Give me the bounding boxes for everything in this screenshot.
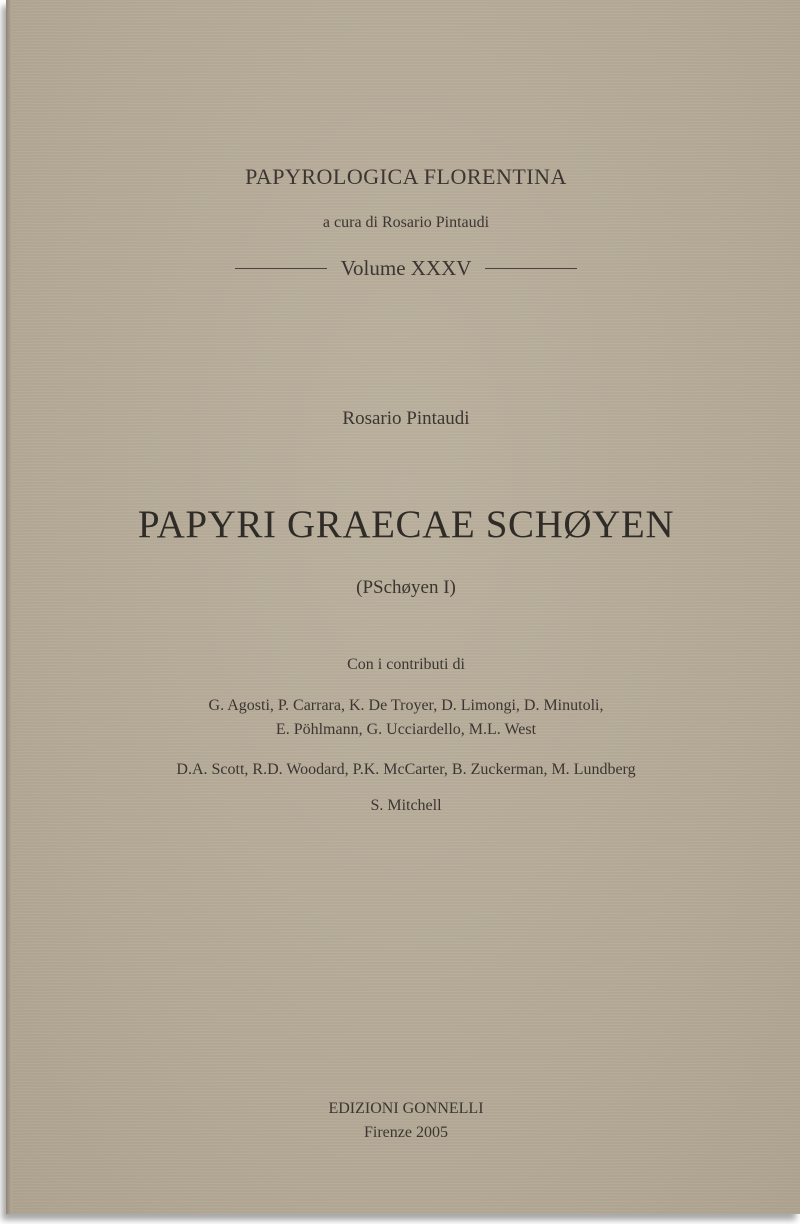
author-name: Rosario Pintaudi bbox=[342, 408, 470, 429]
contributors-line: E. Pöhlmann, G. Ucciardello, M.L. West bbox=[275, 721, 537, 738]
publisher-name: EDIZIONI GONNELLI bbox=[328, 1100, 484, 1117]
right-rule-divider bbox=[485, 268, 577, 269]
left-rule-divider bbox=[235, 268, 327, 269]
contributions-label: Con i contributi di bbox=[347, 656, 465, 673]
volume-row bbox=[6, 256, 800, 281]
contributors-line: S. Mitchell bbox=[370, 797, 442, 814]
series-editor: a cura di Rosario Pintaudi bbox=[322, 214, 490, 231]
volume-number: Volume XXXV bbox=[340, 256, 472, 280]
publication-place-year: Firenze 2005 bbox=[364, 1124, 448, 1141]
book-subtitle: (PSchøyen I) bbox=[356, 577, 456, 598]
book-title: PAPYRI GRAECAE SCHØYEN bbox=[137, 503, 675, 546]
series-title: PAPYROLOGICA FLORENTINA bbox=[245, 164, 567, 189]
contributors-line: G. Agosti, P. Carrara, K. De Troyer, D. Limongi, D. Minutoli, bbox=[208, 697, 604, 714]
book-cover bbox=[6, 0, 800, 1214]
contributors-line: D.A. Scott, R.D. Woodard, P.K. McCarter, B. Zuckerman, M. Lundberg bbox=[176, 761, 636, 778]
